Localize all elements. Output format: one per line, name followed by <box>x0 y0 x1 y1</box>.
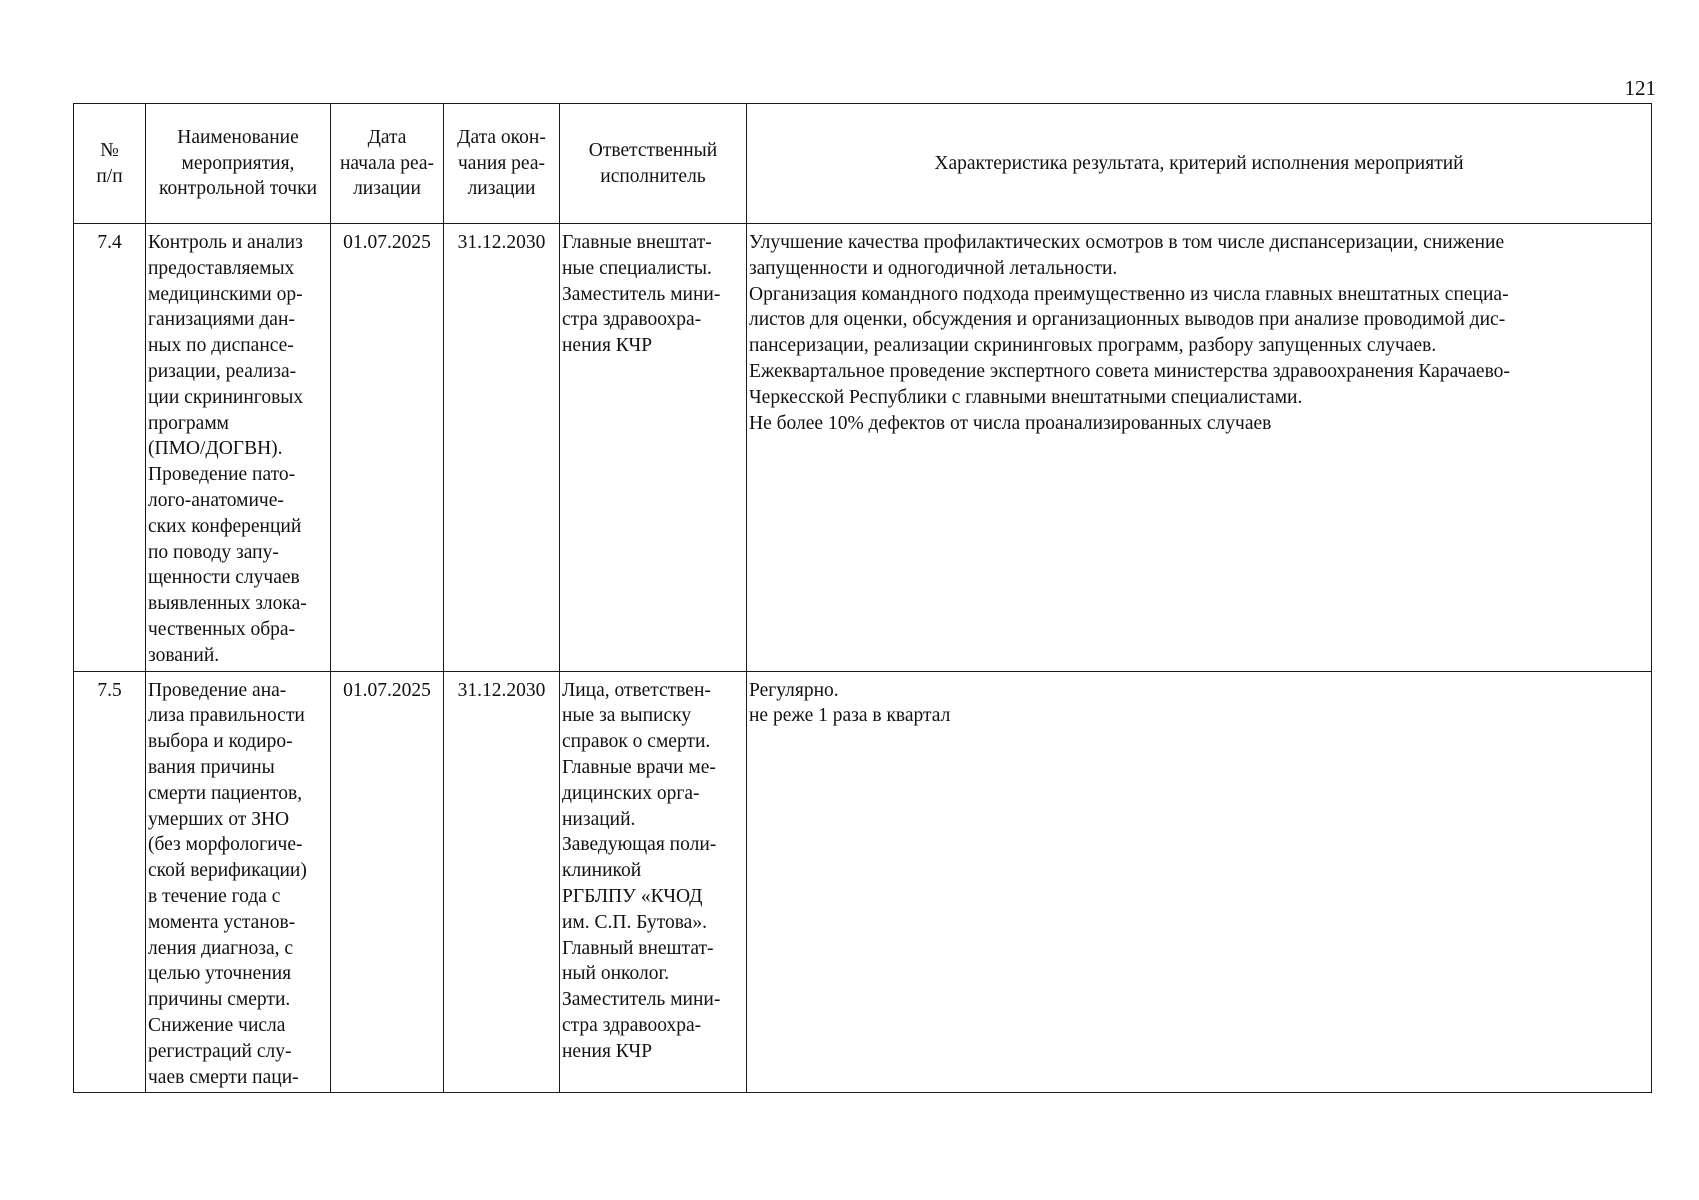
table-row <box>74 671 1652 1093</box>
header-name: Наименование мероприятия, контрольной точки <box>146 104 331 224</box>
row-number: 7.4 <box>74 224 146 672</box>
end-date: 31.12.2030 <box>444 224 560 672</box>
table-row <box>74 224 1652 672</box>
responsible-executor: Лица, ответствен- ные за выписку справок о смерти. Главные врачи ме- дицинских орга- низаций. Заведующая поли- клиникой РГБЛПУ «КЧОД им. С.П. Бутова». Главный внештат- ный онколог. Заместитель мини- стра здравоохра- нения КЧР <box>560 671 747 1093</box>
measures-table <box>73 103 1652 1093</box>
row-number: 7.5 <box>74 671 146 1093</box>
end-date: 31.12.2030 <box>444 671 560 1093</box>
table-header-row <box>74 104 1652 224</box>
responsible-executor: Главные внештат- ные специалисты. Заместитель мини- стра здравоохра- нения КЧР <box>560 224 747 672</box>
start-date: 01.07.2025 <box>331 671 444 1093</box>
result-description: Улучшение качества профилактических осмотров в том числе диспансеризации, снижение запущенности и одногодичной летальности. Организация командного подхода преимущественно из числа главных внештатных специа- листов для оценки, обсуждения и организационных выводов при анализе проводимой дис- пансеризации, реализации скрининговых программ, разбору запущенных случаев. Ежеквартальное проведение экспертного совета министерства здравоохранения Карачаево- Черкесской Республики с главными внештатными специалистами. Не более 10% дефектов от числа проанализированных случаев <box>747 224 1652 672</box>
header-end-date: Дата окон- чания реа- лизации <box>444 104 560 224</box>
header-result: Характеристика результата, критерий исполнения мероприятий <box>747 104 1652 224</box>
header-num: № п/п <box>74 104 146 224</box>
measure-name: Контроль и анализ предоставляемых медицинскими ор- ганизациями дан- ных по диспансе- ризации, реализа- ции скрининговых программ (ПМО/ДОГВН). Проведение пато- лого-анатомиче- ских конференций по поводу запу- щенности случаев выявленных злока- чественных обра- зований. <box>146 224 331 672</box>
page-number: 121 <box>1624 76 1656 100</box>
result-description: Регулярно. не реже 1 раза в квартал <box>747 671 1652 1093</box>
start-date: 01.07.2025 <box>331 224 444 672</box>
header-start-date: Дата начала реа- лизации <box>331 104 444 224</box>
measure-name: Проведение ана- лиза правильности выбора и кодиро- вания причины смерти пациентов, умерших от ЗНО (без морфологиче- ской верификации) в течение года с момента установ- ления диагноза, с целью уточнения причины смерти. Снижение числа регистраций слу- чаев смерти паци- <box>146 671 331 1093</box>
header-responsible: Ответственный исполнитель <box>560 104 747 224</box>
